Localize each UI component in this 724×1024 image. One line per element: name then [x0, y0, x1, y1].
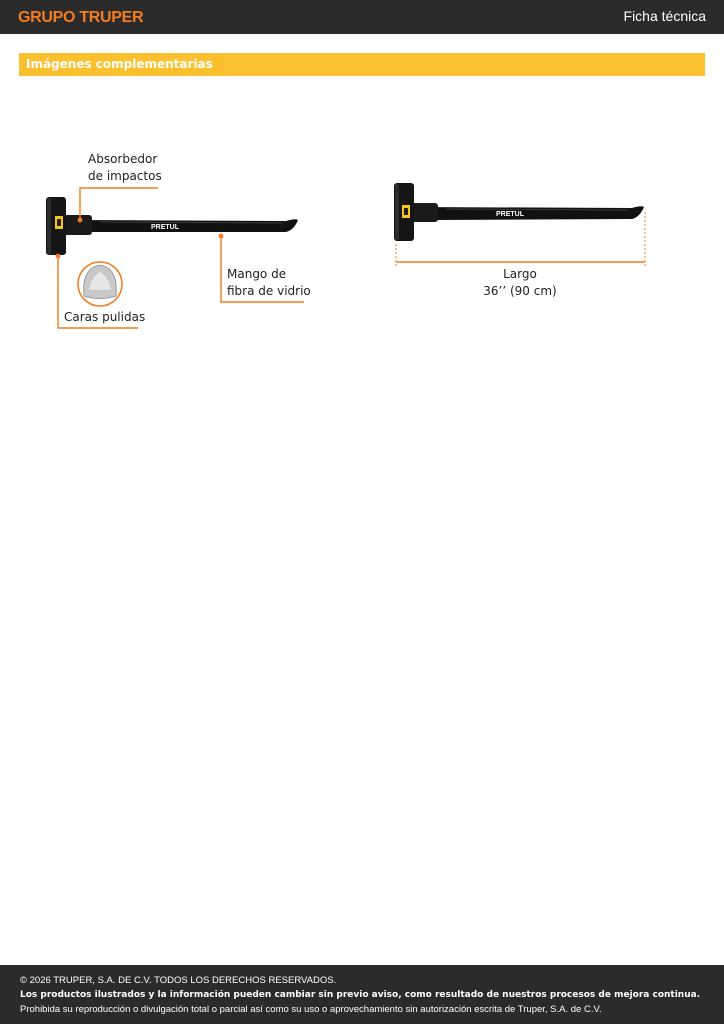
callout-polished-faces-label: Caras pulidas [64, 310, 146, 324]
hammer-left [46, 197, 298, 255]
fiberglass-handle-left [66, 219, 298, 232]
footer-notice: Los productos ilustrados y la información pueden cambiar sin previo aviso, como resultado de nuestros procesos de mejora continua. [20, 990, 701, 1000]
footer [0, 965, 724, 1024]
callout-handle-line1: Mango de [227, 267, 287, 281]
callout-leaders-left [58, 188, 304, 328]
callout-shock-absorber-line2: de impactos [88, 169, 162, 183]
callout-shock-absorber [88, 151, 162, 185]
hammer-right [394, 183, 644, 241]
length-callout [460, 266, 580, 300]
callout-handle [227, 266, 311, 300]
handle-brand-right: PRETUL [496, 211, 524, 218]
brand-logo: GRUPO TRUPER [18, 9, 144, 26]
footer-prohibition: Prohibida su reproducción o divulgación total o parcial así como su uso o aprovechamiento sin autorización escrita de Truper, S.A. de C.V. [20, 1004, 602, 1015]
callout-shock-absorber-line1: Absorbedor [88, 152, 158, 166]
callout-handle-line2: fibra de vidrio [227, 284, 311, 298]
document-type-label: Ficha técnica [623, 8, 706, 24]
section-title: Imágenes complementarias [26, 57, 213, 71]
polished-face-detail [78, 262, 122, 306]
footer-copyright: © 2026 TRUPER, S.A. DE C.V. TODOS LOS DERECHOS RESERVADOS. [20, 975, 337, 986]
length-label: Largo [503, 267, 537, 281]
handle-brand-left: PRETUL [151, 224, 179, 231]
fiberglass-handle-right [412, 206, 644, 220]
callout-polished-faces [64, 309, 145, 326]
length-value: 36’’ (90 cm) [483, 284, 557, 298]
shock-absorber-collar-left [62, 215, 92, 235]
